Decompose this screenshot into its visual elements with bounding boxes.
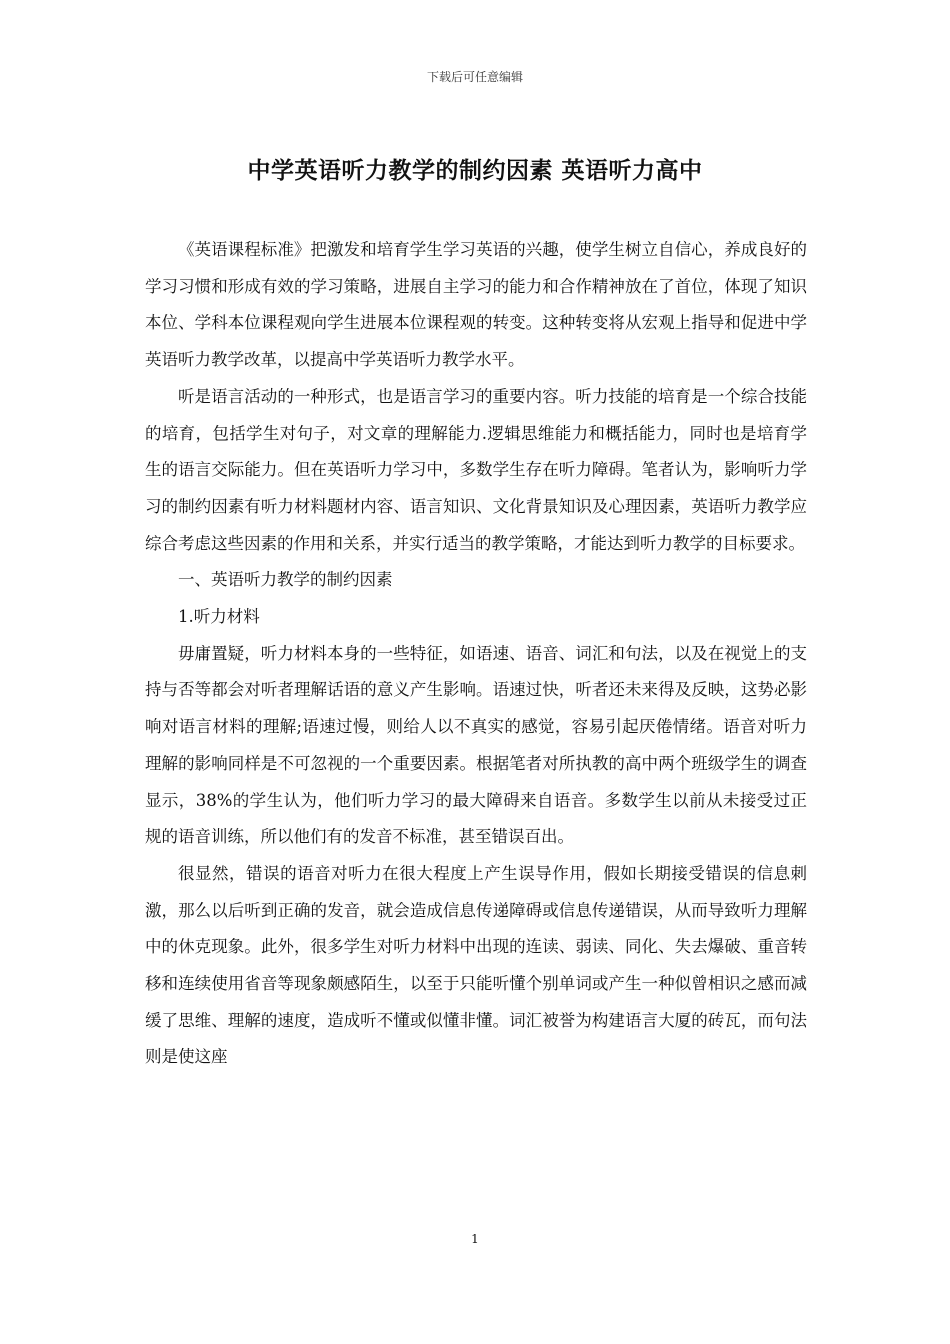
page-number: 1 xyxy=(471,1232,479,1246)
paragraph-listening: 听是语言活动的一种形式，也是语言学习的重要内容。听力技能的培育是一个综合技能的培育，包括学生对句子，对文章的理解能力.逻辑思维能力和概括能力，同时也是培育学生的语言交际能力。但在英语听力学习中，多数学生存在听力障碍。笔者认为，影响听力学习的制约因素有听力材料题材内容、语言知识、文化背景知识及心理因素，英语听力教学应综合考虑这些因素的作用和关系，并实行适当的教学策略，才能达到听力教学的目标要求。 xyxy=(145,386,807,553)
page-header-note: 下载后可任意编辑 xyxy=(426,70,523,84)
section-heading: 一、英语听力教学的制约因素 xyxy=(178,570,393,590)
document-body xyxy=(145,232,807,1076)
document-title: 中学英语听力教学的制约因素 英语听力高中 xyxy=(247,158,703,184)
subsection-heading: 1.听力材料 xyxy=(178,607,260,627)
paragraph-pronunciation: 很显然，错误的语音对听力在很大程度上产生误导作用，假如长期接受错误的信息刺激，那么以后听到正确的发音，就会造成信息传递障碍或信息传递错误，从而导致听力理解中的休克现象。此外，很多学生对听力材料中出现的连读、弱读、同化、失去爆破、重音转移和连续使用省音等现象颇感陌生，以至于只能听懂个别单词或产生一种似曾相识之感而减缓了思维、理解的速度，造成听不懂或似懂非懂。词汇被誉为构建语言大厦的砖瓦，而句法则是使这座 xyxy=(145,863,807,1067)
paragraph-intro: 《英语课程标准》把激发和培育学生学习英语的兴趣，使学生树立自信心，养成良好的学习习惯和形成有效的学习策略，进展自主学习的能力和合作精神放在了首位，体现了知识本位、学科本位课程观向学生进展本位课程观的转变。这种转变将从宏观上指导和促进中学英语听力教学改革，以提高中学英语听力教学水平。 xyxy=(145,240,807,370)
paragraph-materials: 毋庸置疑，听力材料本身的一些特征，如语速、语音、词汇和句法，以及在视觉上的支持与否等都会对听者理解话语的意义产生影响。语速过快，听者还未来得及反映，这势必影响对语言材料的理解;语速过慢，则给人以不真实的感觉，容易引起厌倦情绪。语音对听力理解的影响同样是不可忽视的一个重要因素。根据笔者对所执教的高中两个班级学生的调查显示，38%的学生认为，他们听力学习的最大障碍来自语音。多数学生以前从未接受过正规的语音训练，所以他们有的发音不标准，甚至错误百出。 xyxy=(145,643,807,847)
